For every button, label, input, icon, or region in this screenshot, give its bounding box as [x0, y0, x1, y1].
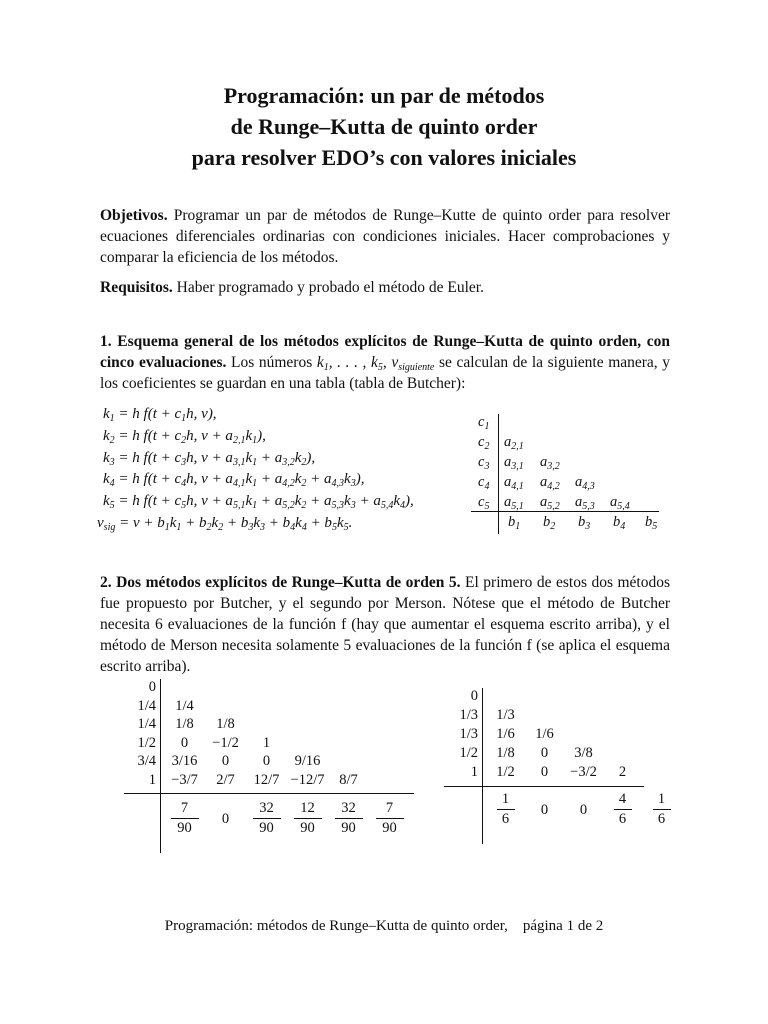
- b-denominator: 6: [618, 811, 627, 827]
- b-numerator: 1: [497, 791, 515, 810]
- c-value: 1: [470, 764, 478, 780]
- objetivos-paragraph: [100, 205, 670, 268]
- a-coefficient: 1/6: [496, 726, 515, 742]
- c-value: 1/2: [137, 734, 156, 751]
- b-denominator: 6: [501, 811, 510, 827]
- objetivos-label: Objetivos.: [100, 207, 168, 224]
- a-coefficient: 8/7: [339, 771, 358, 788]
- a-coefficient: 2: [618, 764, 627, 780]
- a-coefficient: 1/2: [496, 764, 515, 780]
- a-coefficient: 0: [262, 753, 271, 769]
- requisitos-label: Requisitos.: [100, 279, 173, 296]
- table-horizontal-rule: [444, 786, 644, 787]
- generic-butcher-tableau: $c_1$ $c_2$ $c_3$ $c_4$ $c_5$ $a_{2,1}$ $a_{3,1}$ $a_{3,2}$ $a_{4,1}$ $a_{4,2}$ $a_{4,3}$ $a_{5,1}$ $a_{5,2}$ $a_{5,3}$ $a_{5,4}$ $b_1$ $b_2$ $b_3$ $b_4$ $b_5$: [478, 414, 678, 534]
- b-weight: [335, 800, 363, 837]
- equation-k3: $k_3 = h$ $f(t + c_3h$, $\nu + a_{3,1}k_1 + a_{3,2}k_2$),: [103, 449, 316, 468]
- equation-k2: $k_2 = h$ $f(t + c_2h$, $\nu + a_{2,1}k_1$),: [103, 427, 266, 446]
- section1-text-b: se calculan de la siguiente manera, y los coeficientes se guardan en una tabla (tabla de Butcher):: [100, 354, 671, 392]
- c-value: 1/3: [459, 707, 478, 723]
- b-weight: [253, 800, 281, 837]
- c-value: 1: [148, 771, 156, 788]
- a-coefficient: −1/2: [212, 734, 239, 751]
- b-denominator: 90: [341, 820, 356, 836]
- b-denominator: 90: [259, 820, 274, 836]
- a-coefficient: −12/7: [290, 771, 325, 788]
- a-coefficient: 2/7: [216, 771, 235, 788]
- c-value: 0: [470, 688, 478, 704]
- b-weight: [294, 800, 322, 837]
- objetivos-text: Programar un par de métodos de Runge–Kutte de quinto order para resolver ecuaciones diferenciales ordinarias con condiciones iniciales. Hacer comprobaciones y comparar la eficiencia de los métodos.: [100, 207, 671, 266]
- page-title: [0, 80, 768, 173]
- b-numerator: 7: [376, 800, 404, 819]
- a-coefficient: 1/6: [535, 726, 554, 742]
- a-coefficient: 1/8: [216, 716, 235, 732]
- b-denominator: 90: [177, 820, 192, 836]
- section1-heading: 1. Esquema general de los métodos explícitos de Runge–Kutta de quinto orden, con cinco evaluaciones.: [100, 333, 670, 371]
- b-weight: 0: [579, 802, 588, 818]
- b-weight: [653, 791, 671, 828]
- table-vertical-rule: [160, 679, 161, 853]
- b-weight: 0: [221, 811, 230, 827]
- b-numerator: 1: [653, 791, 671, 810]
- b-numerator: 32: [335, 800, 363, 819]
- c-value: 0: [148, 679, 156, 695]
- b-weight: [497, 791, 515, 828]
- rk-equations: [97, 404, 414, 535]
- a-coefficient: 12/7: [253, 771, 280, 788]
- equation-k5: $k_5 = h$ $f(t + c_5h$, $\nu + a_{5,1}k_1 + a_{5,2}k_2 + a_{5,3}k_3 + a_{5,4}k_4$),: [103, 493, 414, 512]
- a-coefficient: 0: [221, 753, 230, 769]
- b-numerator: 7: [171, 800, 199, 819]
- b-numerator: 32: [253, 800, 281, 819]
- b-weight: [376, 800, 404, 837]
- section2-paragraph: [100, 572, 670, 677]
- equation-vsig: $\nu_{sig} = \nu + b_1k_1 + b_2k_2 + b_3k_3 + b_4k_4 + b_5k_5$.: [97, 514, 353, 533]
- a-coefficient: 1/4: [175, 697, 194, 714]
- c-value: 1/4: [137, 697, 156, 714]
- a-coefficient: 1: [262, 734, 271, 751]
- c-value: 1/2: [459, 745, 478, 761]
- a-coefficient: 9/16: [294, 753, 321, 769]
- b-denominator: 90: [300, 820, 315, 836]
- requisitos-text: Haber programado y probado el método de Euler.: [176, 279, 484, 296]
- c-value: 1/4: [137, 716, 156, 732]
- page-footer: Programación: métodos de Runge–Kutta de quinto order, página 1 de 2: [164, 918, 604, 934]
- title-line-3: para resolver EDO’s con valores iniciales: [191, 145, 577, 170]
- a-coefficient: 0: [180, 734, 189, 751]
- a-coefficient: −3/2: [570, 764, 597, 780]
- butcher-method-table: [124, 679, 414, 853]
- b-numerator: 12: [294, 800, 322, 819]
- a-coefficient: −3/7: [171, 771, 198, 788]
- requisitos-paragraph: [100, 277, 670, 298]
- a-coefficient: 0: [540, 745, 549, 761]
- merson-method-table: [444, 688, 666, 844]
- a-coefficient: 1/8: [496, 745, 515, 761]
- title-line-1: Programación: un par de métodos: [223, 83, 545, 108]
- table-vertical-rule: [482, 688, 483, 844]
- c-value: 3/4: [137, 753, 156, 769]
- a-coefficient: 0: [540, 764, 549, 780]
- section1-paragraph: [100, 331, 670, 394]
- equation-k4: $k_4 = h$ $f(t + c_4h$, $\nu + a_{4,1}k_1 + a_{4,2}k_2 + a_{4,3}k_3$),: [103, 471, 365, 490]
- b-denominator: 90: [382, 820, 397, 836]
- table-horizontal-rule: [124, 793, 414, 794]
- a-coefficient: 3/16: [171, 753, 198, 769]
- b-weight: [614, 791, 632, 828]
- title-line-2: de Runge–Kutta de quinto order: [230, 114, 538, 139]
- section2-text: El primero de estos dos métodos fue propuesto por Butcher, y el segundo por Merson. Nótese que el método de Butcher necesita 6 evaluaciones de la función f (hay que aumentar el esquema escrito arriba), y el método de Merson necesita solamente 5 evaluaciones de la función f (se aplica el esquema escrito arriba).: [100, 574, 671, 675]
- section1-vars: $k_1$, . . . , $k_5$, $\nu_{siguiente}$: [316, 354, 435, 373]
- b-numerator: 4: [614, 791, 632, 810]
- a-coefficient: 3/8: [574, 745, 593, 761]
- b-weight: 0: [540, 802, 549, 818]
- equation-k1: $k_1 = h$ $f(t + c_1h$, ν),: [103, 406, 217, 424]
- a-coefficient: 1/3: [496, 707, 515, 723]
- section2-heading: 2. Dos métodos explícitos de Runge–Kutta de orden 5.: [100, 574, 461, 591]
- c-value: 1/3: [459, 726, 478, 742]
- section1-text-a: Los números: [231, 354, 313, 371]
- b-denominator: 6: [657, 811, 666, 827]
- a-coefficient: 1/8: [175, 716, 194, 732]
- b-weight: [171, 800, 199, 837]
